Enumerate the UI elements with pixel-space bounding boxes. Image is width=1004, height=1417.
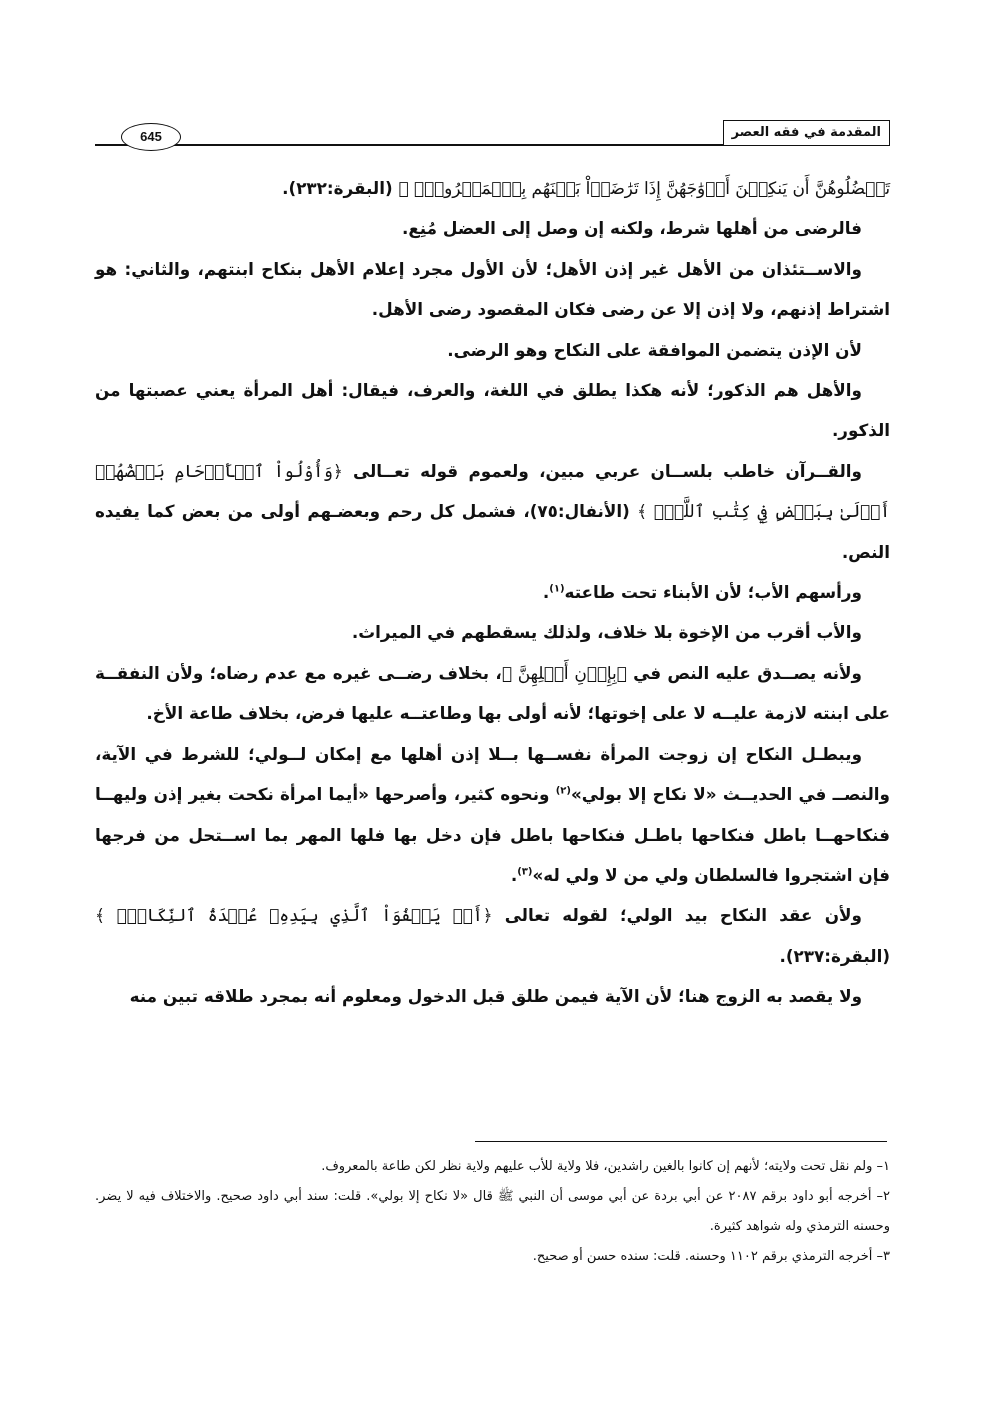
book-title: المقدمة في فقه العصر xyxy=(723,120,890,145)
text-run: ، بخلاف رضــى غيره مع عدم رضاه؛ ولأن النفقــة على ابنته لازمة عليــه لا على إخوتها؛ لأنه أولى بها وطاعتــه عليها فرض، بخلاف طاعة الأخ. xyxy=(95,662,890,724)
text-run: (البقرة:٢٣٧). xyxy=(779,945,890,966)
text-run: ولأن عقد النكاح بيد الولي؛ لقوله تعالى xyxy=(492,905,862,926)
footnote-1: ١– ولم نقل تحت ولايته؛ لأنهم إن كانوا بالغين راشدين، فلا ولاية للأب عليهم ولاية نظر لكن طاعة بالمعروف. xyxy=(321,1159,890,1174)
paragraph-1 xyxy=(95,168,890,208)
footnotes xyxy=(95,1152,890,1272)
footnote-ref-3[interactable]: (٣) xyxy=(517,866,533,878)
paragraph-12: ولا يقصد به الزوج هنا؛ لأن الآية فيمن طلق قبل الدخول ومعلوم أنه بمجرد طلاقه تبين منه xyxy=(129,986,862,1007)
paragraph-3: والاســتئذان من الأهل غير إذن الأهل؛ لأن الأول مجرد إعلام الأهل بنكاح ابنتهم، والثاني: هو اشتراط إذنهم، ولا إذن إلا عن رضى فكان المقصود رضى الأهل. xyxy=(95,258,890,320)
quran-verse: ﴿أَوۡ يَعۡفُوَاْ ٱلَّذِي بِيَدِهِۦ عُقۡدَةُ ٱلنِّكَاحِۚ ﴾ xyxy=(95,905,493,926)
quran-verse: ﴿وَأُوْلُواْ ٱلۡأَرۡحَامِ بَعۡضُهُمۡ أَوۡلَىٰ بِبَعۡضٍ فِي كِتَٰبِ ٱللَّهِۗ ﴾ xyxy=(95,460,890,522)
paragraph-2: فالرضى من أهلها شرط، ولكنه إن وصل إلى العضل مُنِع. xyxy=(401,218,862,239)
main-text xyxy=(95,168,890,1017)
footnote-3: ٣– أخرجه الترمذي برقم ١١٠٢ وحسنه. قلت: سنده حسن أو صحيح. xyxy=(532,1249,890,1264)
text-run: . xyxy=(510,864,518,885)
text-run: (الأنفال:٧٥)، فشمل كل رحم وبعضـهم أولى من بعض كما يفيده النص. xyxy=(95,501,890,562)
text-run: ولأنه يصــدق عليه النص في xyxy=(626,662,862,683)
paragraph-11 xyxy=(95,895,890,976)
running-header xyxy=(95,120,890,148)
footnote-ref-1[interactable]: (١) xyxy=(549,583,565,595)
text-run: والقــرآن خاطب بلســان عربي مبين، ولعموم قوله تعــالى xyxy=(342,460,862,481)
text-run: ورأسهم الأب؛ لأن الأبناء تحت طاعته xyxy=(564,582,862,603)
footnote-2: ٢– أخرجه أبو داود برقم ٢٠٨٧ عن أبي بردة عن أبي موسى أن النبي ﷺ قال «لا نكاح إلا بولي». قلت: سند أبي داود صحيح. والاختلاف فيه لا يضر. وحسنه الترمذي وله شواهد كثيرة. xyxy=(95,1189,891,1234)
footnote-ref-2[interactable]: (٢) xyxy=(555,785,571,797)
paragraph-5: والأهل هم الذكور؛ لأنه هكذا يطلق في اللغة، والعرف، فيقال: أهل المرأة يعني عصبتها من الذكور. xyxy=(95,380,890,441)
paragraph-4: لأن الإذن يتضمن الموافقة على النكاح وهو الرضى. xyxy=(447,339,862,360)
paragraph-9 xyxy=(95,653,890,734)
paragraph-8: والأب أقرب من الإخوة بلا خلاف، ولذلك يسقطهم في الميراث. xyxy=(351,622,862,643)
paragraph-6 xyxy=(95,451,890,572)
page-number: 645 xyxy=(121,123,181,151)
text-run: ويبطـل النكاح إن زوجت المرأة نفســها بــلا إذن أهلها مع إمكان لــولي؛ للشرط في الآية، والنصــ في الحديــث «لا نكاح إلا بولي» xyxy=(95,743,890,805)
text-run: ونحوه كثير، وأصرحها «أيما امرأة نكحت بغير إذن وليهــا فنكاحهــا باطل فنكاحها باطـل فنكاحها باطل فإن دخل بها فلها المهر بما اســتحل من فرجها فإن اشتجروا فالسلطان ولي من لا ولي له» xyxy=(95,784,890,885)
text-run: . xyxy=(542,582,550,603)
footnote-separator xyxy=(475,1141,887,1142)
quran-verse: تَعۡضُلُوهُنَّ أَن يَنكِحۡنَ أَزۡوَٰجَهُنَّ إِذَا تَرَٰضَوۡاْ بَيۡنَهُم بِٱلۡمَعۡرُوفِۗ ﴾ xyxy=(398,178,890,198)
paragraph-10 xyxy=(95,734,890,896)
quran-verse: ﴿بِإِذۡنِ أَهۡلِهِنَّ ﴾ xyxy=(501,662,627,683)
verse-reference: (البقرة:٢٣٢). xyxy=(282,178,399,198)
paragraph-7 xyxy=(95,572,890,612)
